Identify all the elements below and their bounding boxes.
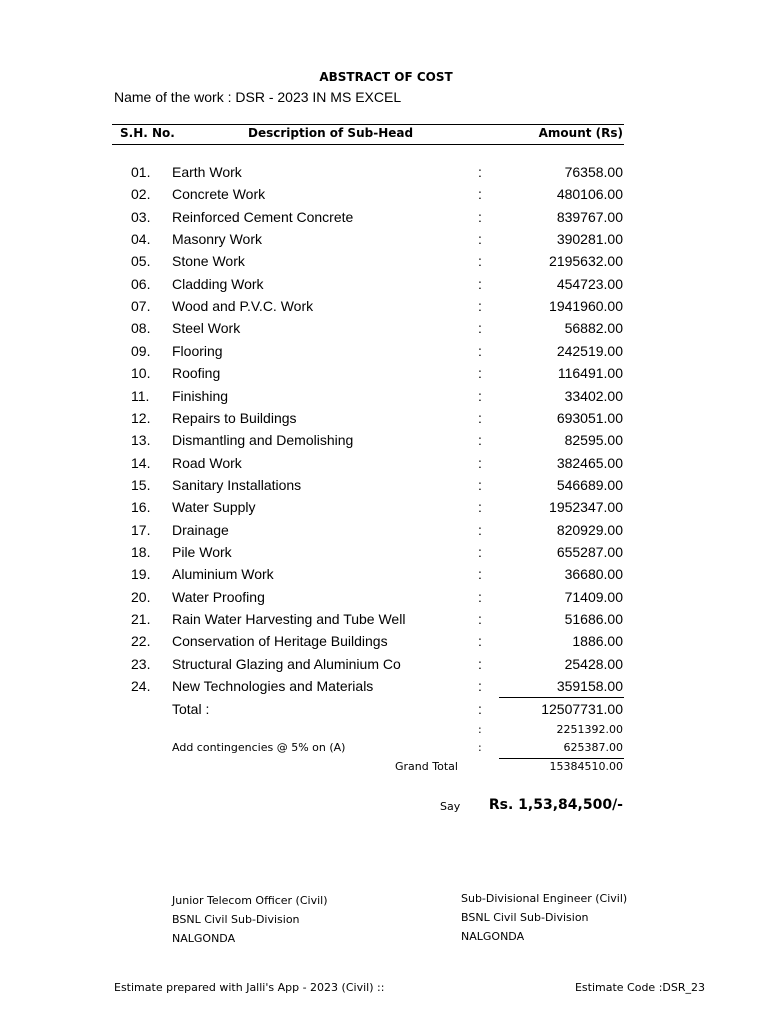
table-row	[0, 455, 768, 477]
row-colon: :	[478, 275, 482, 292]
row-colon: :	[478, 387, 482, 404]
row-number: 21.	[131, 611, 151, 627]
table-row	[0, 186, 768, 208]
row-amount: 390281.00	[556, 231, 623, 248]
row-amount: 71409.00	[564, 588, 623, 605]
row-description: Roofing	[172, 365, 221, 382]
row-amount: 655287.00	[556, 543, 623, 560]
row-amount: 454723.00	[556, 275, 623, 292]
row-amount: 25428.00	[564, 655, 623, 672]
row-number: 14.	[131, 454, 151, 471]
table-row	[0, 499, 768, 521]
row-number: 12.	[131, 409, 151, 426]
row-description: Stone Work	[172, 253, 245, 270]
row-number: 08.	[131, 320, 151, 337]
row-number: 07.	[131, 298, 151, 315]
table-row	[0, 388, 768, 410]
footer-left: Estimate prepared with Jalli's App - 2023 (Civil) ::	[114, 981, 385, 994]
row-amount: 33402.00	[564, 387, 623, 404]
row-colon: :	[478, 208, 482, 225]
row-colon: :	[478, 320, 482, 337]
row-description: Repairs to Buildings	[172, 409, 297, 426]
row-colon: :	[478, 409, 482, 426]
row-amount: 56882.00	[564, 320, 623, 337]
row-number: 05.	[131, 253, 151, 270]
table-row	[0, 544, 768, 566]
table-row	[0, 343, 768, 365]
row-number: 24.	[131, 678, 151, 695]
row-number: 04.	[131, 231, 151, 248]
row-colon: :	[478, 611, 482, 627]
row-number: 13.	[131, 432, 151, 449]
signature-right-line: Sub-Divisional Engineer (Civil)	[461, 892, 628, 905]
table-row	[0, 298, 768, 320]
total-label: Total :	[172, 701, 210, 717]
row-description: Drainage	[172, 521, 229, 538]
row-description: Water Proofing	[172, 588, 265, 605]
contingencies-amount: 625387.00	[563, 741, 623, 754]
signature-left-line: BSNL Civil Sub-Division	[172, 913, 300, 926]
row-amount: 36680.00	[564, 566, 623, 583]
row-amount: 546689.00	[556, 476, 623, 493]
table-row	[0, 253, 768, 275]
row-amount: 820929.00	[556, 521, 623, 538]
footer-right: Estimate Code :DSR_23	[574, 981, 705, 994]
row-description: Concrete Work	[172, 186, 266, 203]
row-number: 16.	[131, 499, 151, 516]
table-row	[0, 477, 768, 499]
say-amount: Rs. 1,53,84,500/-	[488, 797, 623, 813]
row-number: 11.	[131, 387, 150, 404]
row-colon: :	[478, 432, 482, 449]
say-label: Say	[440, 800, 461, 813]
signature-left-line: Junior Telecom Officer (Civil)	[172, 894, 328, 907]
row-colon: :	[478, 543, 482, 560]
row-colon: :	[478, 499, 482, 516]
row-colon: :	[478, 678, 482, 695]
contingencies-colon: :	[478, 741, 482, 754]
row-colon: :	[478, 655, 482, 672]
table-row	[0, 365, 768, 387]
grand-total-rule	[499, 758, 624, 759]
table-row	[0, 410, 768, 432]
row-description: Flooring	[172, 342, 223, 359]
row-amount: 839767.00	[556, 208, 623, 225]
table-row	[0, 566, 768, 588]
row-amount: 480106.00	[556, 186, 623, 203]
row-amount: 1941960.00	[549, 298, 623, 315]
row-number: 03.	[131, 208, 151, 225]
row-number: 09.	[131, 342, 151, 359]
row-description: Sanitary Installations	[172, 476, 302, 493]
row-amount: 51686.00	[564, 611, 623, 627]
signature-right-line: BSNL Civil Sub-Division	[461, 911, 589, 924]
grand-total-row	[0, 760, 768, 782]
row-number: 20.	[131, 588, 151, 605]
grand-total-amount: 15384510.00	[549, 760, 623, 773]
row-amount: 1886.00	[572, 633, 623, 650]
table-row	[0, 611, 768, 633]
row-number: 19.	[131, 566, 151, 583]
table-row	[0, 231, 768, 253]
header-top-rule	[112, 124, 624, 125]
row-colon: :	[478, 566, 482, 583]
total-amount: 12507731.00	[541, 701, 623, 717]
row-colon: :	[478, 186, 482, 203]
signature-left-line: NALGONDA	[172, 932, 236, 945]
row-colon: :	[478, 342, 482, 359]
grand-total-label: Grand Total	[395, 760, 458, 773]
row-number: 02.	[131, 186, 151, 203]
row-amount: 1952347.00	[549, 499, 623, 516]
table-row	[0, 209, 768, 231]
table-row	[0, 589, 768, 611]
row-description: Cladding Work	[172, 275, 264, 292]
row-colon: :	[478, 521, 482, 538]
total-colon: :	[478, 701, 482, 717]
row-description: Structural Glazing and Aluminium Co	[172, 655, 401, 672]
row-number: 18.	[131, 543, 151, 560]
row-description: Pile Work	[172, 543, 232, 560]
row-number: 06.	[131, 275, 151, 292]
subtotal-rule	[499, 697, 624, 698]
name-of-work: Name of the work : DSR - 2023 IN MS EXCEL	[114, 89, 402, 105]
table-row	[0, 633, 768, 655]
row-amount: 2195632.00	[549, 253, 623, 270]
row-description: Rain Water Harvesting and Tube Well	[172, 611, 406, 627]
total-row	[0, 701, 768, 723]
row-amount: 82595.00	[564, 432, 623, 449]
row-description: Earth Work	[172, 164, 242, 180]
row-number: 17.	[131, 521, 151, 538]
signature-right-line: NALGONDA	[461, 930, 525, 943]
row-colon: :	[478, 298, 482, 315]
row-description: Water Supply	[172, 499, 256, 516]
row-description: Aluminium Work	[172, 566, 274, 583]
row-amount: 116491.00	[557, 365, 623, 382]
row-colon: :	[478, 365, 482, 382]
row-number: 22.	[131, 633, 151, 650]
extra-amount: 2251392.00	[556, 723, 623, 736]
row-description: Road Work	[172, 454, 242, 471]
row-colon: :	[478, 164, 482, 180]
table-row	[0, 522, 768, 544]
row-amount: 382465.00	[556, 454, 623, 471]
row-description: Reinforced Cement Concrete	[172, 208, 354, 225]
row-number: 01.	[131, 164, 151, 180]
header-amount: Amount (Rs)	[538, 126, 623, 140]
table-row	[0, 164, 768, 186]
row-colon: :	[478, 588, 482, 605]
row-colon: :	[478, 633, 482, 650]
header-bottom-rule	[112, 144, 624, 145]
row-number: 10.	[131, 365, 151, 382]
row-colon: :	[478, 454, 482, 471]
table-row	[0, 678, 768, 700]
row-colon: :	[478, 253, 482, 270]
table-row	[0, 320, 768, 342]
signature-right	[461, 889, 627, 946]
row-number: 23.	[131, 655, 151, 672]
row-description: Masonry Work	[172, 231, 262, 248]
row-description: Conservation of Heritage Buildings	[172, 633, 388, 650]
header-sh-no: S.H. No.	[120, 126, 175, 140]
row-description: Steel Work	[172, 320, 241, 337]
signature-left	[172, 891, 328, 948]
row-colon: :	[478, 231, 482, 248]
row-description: Dismantling and Demolishing	[172, 432, 354, 449]
table-row	[0, 656, 768, 678]
row-description: New Technologies and Materials	[172, 678, 374, 695]
row-number: 15.	[131, 476, 151, 493]
row-amount: 359158.00	[556, 678, 623, 695]
extra-colon: :	[478, 723, 482, 736]
header-description: Description of Sub-Head	[248, 126, 414, 140]
row-colon: :	[478, 476, 482, 493]
row-amount: 242519.00	[556, 342, 623, 359]
row-description: Wood and P.V.C. Work	[172, 298, 314, 315]
row-amount: 693051.00	[556, 409, 623, 426]
table-row	[0, 276, 768, 298]
contingencies-label: Add contingencies @ 5% on (A)	[172, 741, 346, 754]
document-title: ABSTRACT OF COST	[319, 70, 453, 84]
table-row	[0, 432, 768, 454]
row-description: Finishing	[172, 387, 229, 404]
row-amount: 76358.00	[564, 164, 623, 180]
